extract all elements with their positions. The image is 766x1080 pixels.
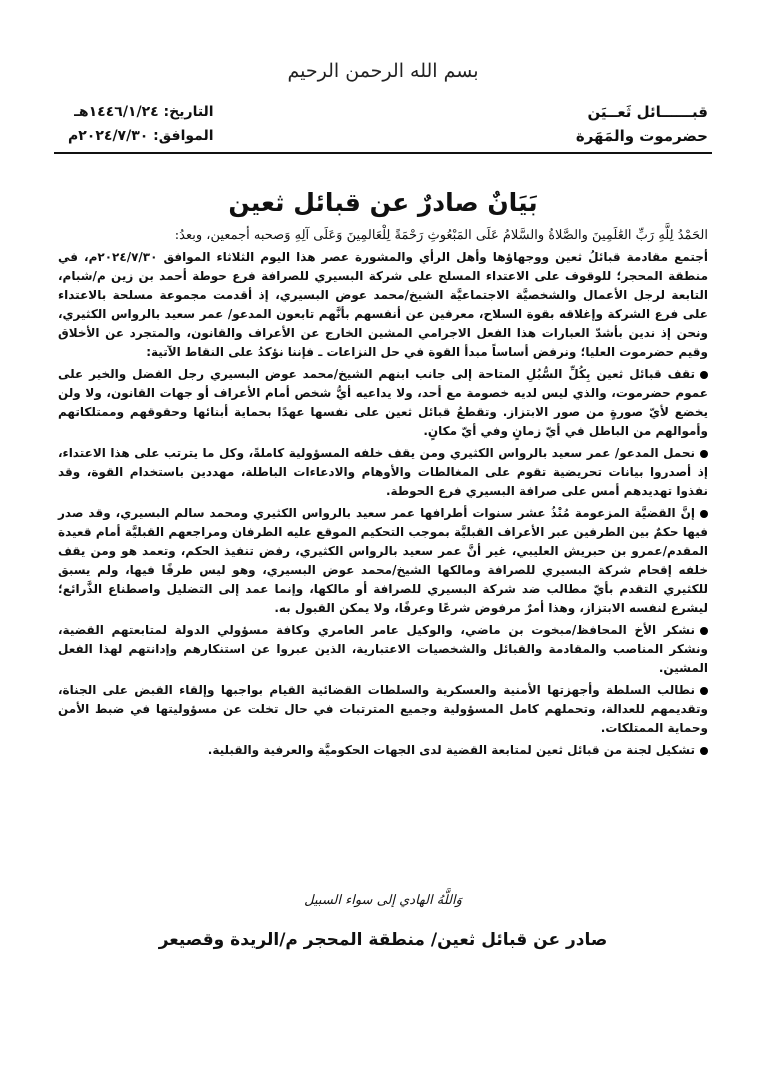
org-name: قبــــــائل ثَعــيَن [587,103,708,121]
point-item [58,681,708,738]
org-region: حضرموت والمَهَرة [575,127,708,145]
bullet-icon [700,371,708,379]
bullet-icon [700,450,708,458]
header-divider [54,152,712,154]
org-header [576,100,708,148]
statement-body [58,226,708,763]
point-item [58,741,708,760]
bullet-icon [700,687,708,695]
point-item [58,365,708,441]
opening-praise: الحَمْدُ لِلَّهِ رَبِّ العَٰلَمِينَ والصَّلاةُ والسَّلامُ عَلَى المَبْعُوثِ رَحْمَةً لِلْعَالمِينَ وَعَلَى آلِهِ وَصحبه أجمعين، وبعدُ: [174,228,708,243]
point-text: نطالب السلطة وأجهزتها الأمنية والعسكرية والسلطات القضائية القيام بواجبها وإلقاء القبض على الجناة، وتقديمهم للعدالة، وتحملهم كامل المسؤولية وجميع المترتبات في حال تخلت عن مسؤوليتها في ضبط الأمن وحماية الممتلكات. [58,683,708,735]
point-text: نشكر الأخ المحافظ/مبخوت بن ماضي، والوكيل عامر العامري وكافة مسؤولي الدولة لمتابعتهم القضية، ونشكر المناصب والمقادمة والقبائل والشخصيات الاعتبارية، الذين عبروا عن استنكارهم وإدانتهم لهذا الفعل المشين. [58,623,708,675]
closing-phrase: وَاللَّهُ الهادي إلى سواء السبيل [304,893,462,908]
point-text: إنَّ القضيَّة المزعومة مُنْذُ عشر سنوات أطرافها عمر سعيد بالرواس الكثيري ومحمد سالم البسيري، وقد صدر فيها حكمٌ بين الطرفين عبر الأعراف القبليَّة بموجب التحكيم الموقع عليه الطرفان ومراجعهم القبليَّة أمام قعيدة المقدم/عمرو بن حبريش العليبي، غير أنَّ عمر سعيد بالرواس الكثيري، رفض تنفيذ الحكم، وتعمد هو ومن يقف خلفه إقحام شركة البسيري للصرافة ومالكها الشيخ/محمد عوض البسيري، وهو ليس طرفًا فيها، ولم يسبق للكثيري التقدم بأيّ مطالب ضد شركة البسيري للصرافة أو مالكها، وإنما عمد إلى التضليل واصطناع الذَّرائع؛ ليشرع لنفسه الابتزاز، وهذا أمرٌ مرفوض شرعًا وعرفًا، ولا يمكن القبول به. [58,506,708,615]
bullet-icon [700,627,708,635]
statement-title: بَيَانٌ صادرٌ عن قبائل ثعين [228,188,538,217]
basmala-calligraphy: بسم الله الرحمن الرحيم [287,60,479,82]
hijri-date: التاريخ: ١٤٤٦/١/٢٤هـ [74,104,214,120]
point-text: تشكيل لجنة من قبائل ثعين لمتابعة القضية لدى الجهات الحكوميَّة والعرفية والقبلية. [207,743,695,757]
bullet-icon [700,510,708,518]
point-item [58,621,708,678]
point-item [58,504,708,618]
gregorian-date: الموافق: ٢٠٢٤/٧/٣٠م [68,128,214,144]
point-text: تقف قبائل ثعين بِكُلِّ السُّبُلِ المتاحة إلى جانب ابنهم الشيخ/محمد عوض البسيري رجل الفضل والخير على عموم حضرموت، والذي ليس لديه خصومة مع أحد، ولا يداعيه أيُّ شخص أمام الأعراف أو جهات القانون، ولا ولن يخضع لأيّ صورةٍ من صور الابتزاز. وتقطعُ قبائل ثعين على نفسها عهدًا بحماية أبنائها وحقوقهم وممتلكاتهم وأموالهم من الباطل في أيّ زمانٍ وفي أيّ مكانٍ. [58,367,708,438]
bullet-icon [700,747,708,755]
issuer-footer: صادر عن قبائل ثعين/ منطقة المحجر م/الريدة وقصيعر [158,930,608,950]
intro-paragraph: أجتمع مقادمة قبائلُ ثعين ووجهاؤها وأهل الرأي والمشورة عصر هذا اليوم الثلاثاء الموافق ٢٠٢٤/٧/٣٠م، في منطقة المحجر؛ للوقوف على الاعتداء المسلح على شركة البسيري للصرافة فرع حوطة أحمد بن زين م/شبام، التابعة لرجل الأعمال والشخصيَّة الاجتماعيَّة الشيخ/محمد عوض البسيري، إذ أقدمت مجموعة مسلحة بالاعتداء على فرع الشركة وإغلاقه بقوة السلاح، معرفين عن أنفسهم بأنَّهم تابعون المدعو/ عمر سعيد بالرواس الكثيري، ونحن إذ ندين بأشدّ العبارات هذا الفعل الاجرامي المشين الخارج عن الأعراف والقانون، والمتجرد عن الأخلاق وقيم حضرموت العليا؛ ونرفض أساساً مبدأ القوة في حل النزاعات ـ فإننا نؤكدُ على النقاط الآتية: [58,250,708,359]
date-header [68,100,214,148]
point-text: نحمل المدعو/ عمر سعيد بالرواس الكثيري ومن يقف خلفه المسؤولية كاملةً، وكل ما يترتب على هذا الاعتداء، إذ أصدروا بيانات تحريضية تقوم على المغالطات والأوهام والادعاءات الباطلة، مهددين باستخدام القوة، وقد نفذوا تهديدهم أمس على صرافة البسيري فرع الحوطة. [58,446,708,498]
point-item [58,444,708,501]
